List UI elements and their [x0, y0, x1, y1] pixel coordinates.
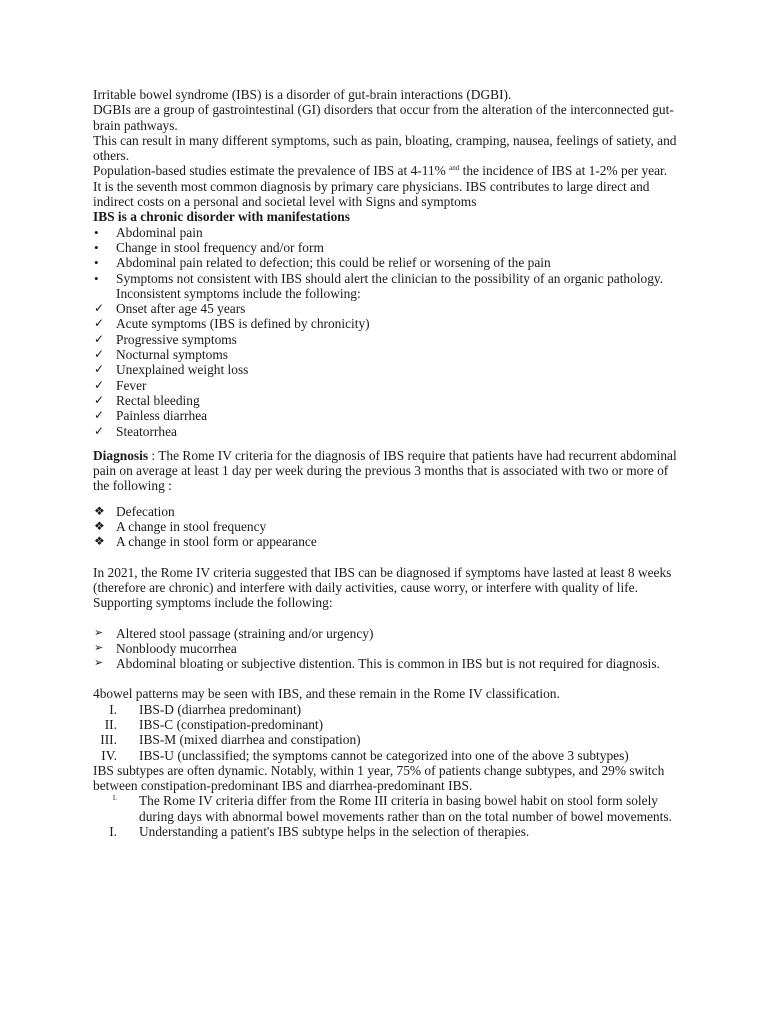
list-item-text: Painless diarrhea — [116, 408, 208, 424]
bullet-icon: • — [94, 224, 99, 240]
list-item-text: Nocturnal symptoms — [116, 347, 228, 363]
list-item — [93, 732, 679, 747]
intro-paragraph-4 — [93, 163, 679, 178]
list-item — [93, 748, 679, 763]
list-item-text: Rectal bleeding — [116, 392, 200, 408]
list-item — [93, 271, 679, 302]
checkmark-icon: ✓ — [94, 408, 105, 423]
list-item — [93, 534, 679, 549]
supporting-symptoms-list — [93, 626, 679, 672]
list-item-text: Abdominal pain — [116, 224, 203, 240]
list-item-text: Steatorrhea — [116, 423, 177, 439]
document-body — [93, 87, 679, 839]
checkmark-icon: ✓ — [94, 316, 105, 331]
arrow-bullet-icon: ➢ — [94, 626, 104, 639]
intro-paragraph-2: DGBIs are a group of gastrointestinal (GI) disorders that occur from the alteration of the interconnected gut-brain pathways. — [93, 102, 674, 133]
checkmark-icon: ✓ — [94, 347, 105, 362]
list-number: I. — [109, 824, 117, 840]
list-item — [93, 519, 679, 534]
list-item-text: Change in stool frequency and/or form — [116, 239, 324, 255]
list-item-text: A change in stool frequency — [116, 519, 267, 535]
superscript-and: and — [449, 164, 460, 173]
list-item — [93, 504, 679, 519]
checkmark-icon: ✓ — [94, 362, 105, 377]
list-item-text: The Rome IV criteria differ from the Rome III criteria in basing bowel habit on stool form solely during days with abnormal bowel movements rather than on the total number of bowel movements. — [139, 793, 672, 824]
list-item — [93, 656, 679, 671]
list-item — [93, 424, 679, 439]
intro-paragraph-1: Irritable bowel syndrome (IBS) is a disorder of gut-brain interactions (DGBI). — [93, 87, 512, 102]
checkmark-icon: ✓ — [94, 423, 105, 438]
list-item-text: Onset after age 45 years — [116, 301, 246, 317]
list-item-text: Nonbloody mucorrhea — [116, 640, 237, 656]
list-item-text: Abdominal pain related to defection; this could be relief or worsening of the pain — [116, 255, 551, 271]
list-item — [93, 702, 679, 717]
diamond-bullet-icon: ❖ — [94, 519, 105, 534]
list-item — [93, 793, 679, 824]
list-item-text: Fever — [116, 377, 147, 393]
bullet-icon: • — [94, 255, 99, 271]
list-item-text: IBS-C (constipation-predominant) — [139, 716, 324, 732]
checkmark-icon: ✓ — [94, 331, 105, 346]
list-item — [93, 408, 679, 423]
list-item-text: A change in stool form or appearance — [116, 534, 317, 550]
list-number: I. — [112, 794, 117, 803]
list-item — [93, 641, 679, 656]
intro-paragraph-3: This can result in many different symptoms, such as pain, bloating, cramping, nausea, feelings of satiety, and others. — [93, 132, 677, 164]
list-item — [93, 626, 679, 641]
diagnosis-text: : The Rome IV criteria for the diagnosis of IBS require that patients have had recurrent abdominal pain on average at least 1 day per week during the previous 3 months that is associated with two or more of the following : — [93, 447, 677, 494]
ibs-subtypes-list — [93, 702, 679, 763]
diagnosis-label: Diagnosis — [93, 447, 149, 463]
list-item-text: IBS-D (diarrhea predominant) — [139, 701, 302, 717]
list-item — [93, 347, 679, 362]
incidence-text: the incidence of IBS at 1-2% per year. — [459, 163, 668, 179]
checkmark-icon: ✓ — [94, 377, 105, 392]
diagnosis-paragraph — [93, 448, 679, 494]
list-item-text: Understanding a patient's IBS subtype helps in the selection of therapies. — [139, 824, 530, 840]
prevalence-text: Population-based studies estimate the prevalence of IBS at 4-11% — [93, 163, 446, 179]
list-item — [93, 240, 679, 255]
arrow-bullet-icon: ➢ — [94, 657, 104, 670]
list-item-text: Progressive symptoms — [116, 331, 237, 347]
list-item-text: IBS-U (unclassified; the symptoms cannot be categorized into one of the above 3 subtypes) — [139, 747, 629, 763]
list-item — [93, 717, 679, 732]
intro-paragraph-5: It is the seventh most common diagnosis by primary care physicians. IBS contributes to large direct and indirect costs on a personal and societal level with Signs and symptoms — [93, 178, 650, 210]
list-item-text: IBS-M (mixed diarrhea and constipation) — [139, 732, 361, 748]
list-item-text: Symptoms not consistent with IBS should alert the clinician to the possibility of an organic pathology. Inconsistent symptoms include the following: — [116, 270, 664, 301]
diagnosis-criteria-list — [93, 504, 679, 550]
list-item-text: Altered stool passage (straining and/or urgency) — [116, 625, 374, 641]
arrow-bullet-icon: ➢ — [94, 641, 104, 654]
list-item-text: Unexplained weight loss — [116, 362, 249, 378]
list-item — [93, 301, 679, 316]
subtype-notes-list — [93, 793, 679, 839]
list-item-text: Defecation — [116, 503, 175, 519]
list-item-text: Abdominal bloating or subjective distention. This is common in IBS but is not required for diagnosis. — [116, 656, 660, 672]
supporting-intro: Supporting symptoms include the following: — [93, 595, 333, 611]
list-item — [93, 362, 679, 377]
rome-iv-paragraph: In 2021, the Rome IV criteria suggested that IBS can be diagnosed if symptoms have lasted at least 8 weeks (therefore are chronic) and interfere with daily activities, cause worry, or interfere with quality of life. — [93, 564, 672, 595]
inconsistent-symptoms-list — [93, 301, 679, 439]
checkmark-icon: ✓ — [94, 392, 105, 407]
subtypes-dynamic-paragraph: IBS subtypes are often dynamic. Notably, within 1 year, 75% of patients change subtypes, and 29% switch between constipation-predominant IBS and diarrhea-predominant IBS. — [93, 762, 665, 794]
list-item — [93, 316, 679, 331]
diamond-bullet-icon: ❖ — [94, 503, 105, 518]
list-number: I. — [109, 701, 117, 717]
manifestations-bullet-list — [93, 225, 679, 301]
bullet-icon: • — [94, 270, 99, 286]
list-number: IV. — [101, 747, 117, 763]
checkmark-icon: ✓ — [94, 301, 105, 316]
list-item — [93, 393, 679, 408]
list-item-text: Acute symptoms (IBS is defined by chronicity) — [116, 316, 370, 332]
list-item — [93, 225, 679, 240]
bowel-patterns-intro: 4bowel patterns may be seen with IBS, and these remain in the Rome IV classification. — [93, 686, 560, 702]
diamond-bullet-icon: ❖ — [94, 534, 105, 549]
list-number: II. — [104, 716, 117, 732]
manifestations-heading: IBS is a chronic disorder with manifestations — [93, 209, 350, 225]
list-item — [93, 378, 679, 393]
list-number: III. — [100, 732, 117, 748]
list-item — [93, 255, 679, 270]
list-item — [93, 824, 679, 839]
bullet-icon: • — [94, 239, 99, 255]
list-item — [93, 332, 679, 347]
